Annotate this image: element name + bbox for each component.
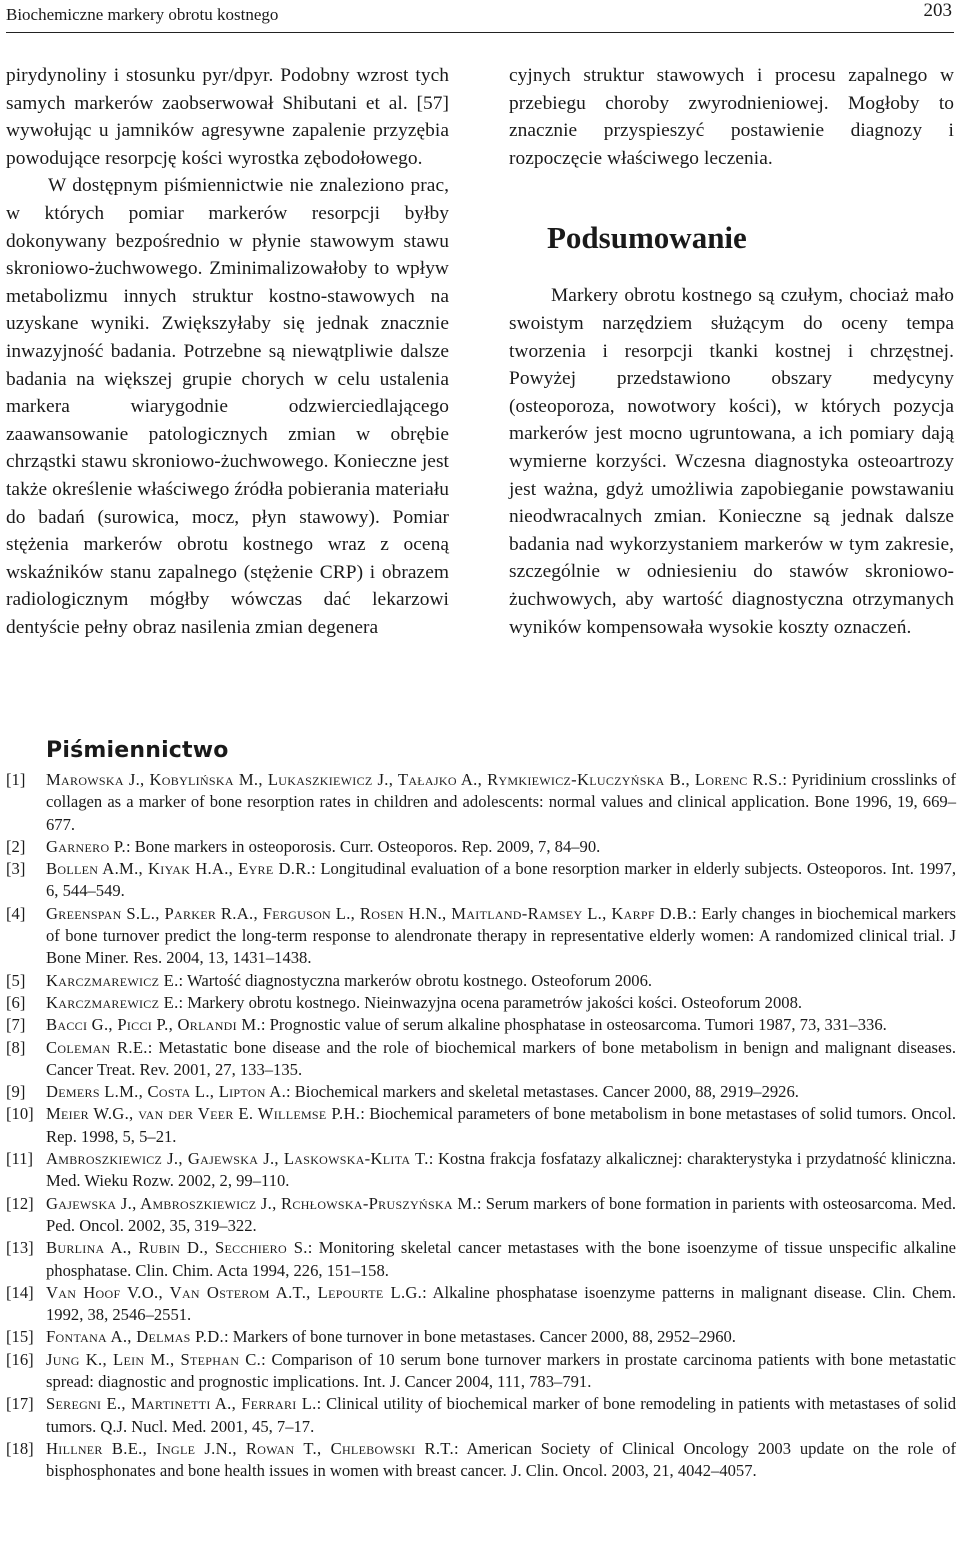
reference-authors: Jung K., Lein M., Stephan C.: [46, 1349, 262, 1369]
reference-text: : Markery obrotu kostnego. Nieinwazyjna ocena parametrów jakości kości. Osteoforum 2008.: [178, 992, 803, 1012]
reference-number: [14]: [6, 1282, 34, 1302]
references-list: [6, 769, 956, 1483]
left-column: [6, 62, 449, 641]
reference-item: [6, 970, 956, 992]
running-header: [6, 0, 954, 33]
reference-number: [9]: [6, 1082, 26, 1102]
reference-text: : American Society of Clinical Oncology 2003 update on the role of bisphosphonates and bone health issues in women with breast cancer. J. Clin. Oncol. 2003, 21, 4042–4057.: [46, 1438, 956, 1481]
reference-text: : Bone markers in osteoporosis. Curr. Osteoporos. Rep. 2009, 7, 84–90.: [126, 836, 601, 856]
reference-authors: Karczmarewicz E.: [46, 970, 179, 990]
section-heading-summary: Podsumowanie: [547, 220, 747, 256]
reference-item: [6, 992, 956, 1014]
reference-authors: Greenspan S.L., Parker R.A., Ferguson L., Rosen H.N., Maitland-Ramsey L., Karpf D.B.: [46, 903, 693, 923]
reference-item: [6, 1393, 956, 1438]
reference-text: : Serum markers of bone formation in parients with osteosarcoma. Med. Ped. Oncol. 2002, 35, 319–322.: [46, 1193, 956, 1235]
reference-text: : Alkaline phosphatase isoenzyme patterns in malignant disease. Clin. Chem. 1992, 38, 2546–2551.: [46, 1282, 956, 1325]
reference-number: [17]: [6, 1394, 34, 1414]
reference-item: [6, 1037, 956, 1082]
reference-number: [4]: [6, 903, 26, 923]
reference-text: : Clinical utility of biochemical marker of bone remodeling in patients with metastases of solid tumors. Q.J. Nucl. Med. 2001, 45, 7–17.: [46, 1394, 957, 1436]
reference-authors: Marowska J., Kobylińska M., Lukaszkiewicz J., Tałajko A., Rymkiewicz-Kluczyńska B., Lorenc R.S.: [46, 770, 783, 789]
reference-authors: Seregni E., Martinetti A., Ferrari L.: [46, 1394, 317, 1414]
paragraph: pirydynoliny i stosunku pyr/dpyr. Podobny wzrost tych samych markerów zaobserwował Shibutani et al. [57] wywołując u jamników agresywne zapalenie przyzębia powodujące resorpcję kości wyrostka zębodołowego.: [6, 65, 449, 169]
reference-text: : Biochemical parameters of bone metabolism in bone metastases of solid tumors. Oncol. Rep. 1998, 5, 5–21.: [46, 1104, 956, 1146]
reference-authors: Garnero P.: [46, 836, 127, 856]
reference-number: [13]: [6, 1238, 34, 1258]
reference-item: [6, 903, 956, 970]
right-column: [509, 62, 954, 641]
reference-text: : Markers of bone turnover in bone metastases. Cancer 2000, 88, 2952–2960.: [223, 1327, 736, 1347]
reference-authors: Gajewska J., Ambroszkiewicz J., Rchłowska-Pruszyńska M.: [46, 1193, 477, 1213]
reference-number: [2]: [6, 836, 26, 856]
reference-number: [5]: [6, 970, 26, 990]
reference-item: [6, 1326, 956, 1348]
reference-number: [8]: [6, 1037, 26, 1057]
paragraph: W dostępnym piśmiennictwie nie znaleziono prac, w których pomiar markerów resorpcji byłby dokonywany bezpośrednio w płynie stawowym stawu skroniowo-żuchwowego. Zminimalizowałoby to wpływ metabolizmu innych struktur kostno-stawowych na uzyskane wyniki. Zwiększyłaby się jednak znacznie inwazyjność badania. Potrzebne są niewątpliwie dalsze badania na większej grupie chorych w celu ustalenia markera wiarygodnie odzwierciedlającego zaawansowanie patologicznych zmian w obrębie chrząstki stawu skroniowo-żuchwowego. Konieczne jest także określenie właściwego źródła pobierania materiału do badań (surowica, mocz, płyn stawowy). Pomiar stężenia markerów obrotu kostnego wraz z oceną wskaźników stanu zapalnego (stężenie CRP) i obrazem radiologicznym mógłby wówczas dać lekarzowi dentyście pełny obraz nasilenia zmian degenera: [6, 175, 449, 638]
page-number: 203: [923, 0, 952, 21]
reference-text: : Comparison of 10 serum bone turnover markers in prostate carcinoma patients with bone metastatic spread: diagnostic and prognostic implications. Int. J. Cancer 2004, 111, 783–791.: [46, 1349, 956, 1392]
references-title: Piśmiennictwo: [46, 738, 229, 763]
reference-authors: Fontana A., Delmas P.D.: [46, 1327, 224, 1347]
reference-item: [6, 1349, 956, 1394]
reference-number: [10]: [6, 1104, 34, 1124]
reference-text: : Metastatic bone disease and the role of biochemical markers of bone metabolism in benign and malignant diseases. Cancer Treat. Rev. 2001, 27, 133–135.: [46, 1037, 956, 1079]
references-section: [6, 738, 956, 1483]
reference-item: [6, 1148, 956, 1193]
reference-number: [1]: [6, 770, 26, 789]
reference-text: : Wartość diagnostyczna markerów obrotu kostnego. Osteoforum 2006.: [178, 970, 653, 990]
reference-item: [6, 836, 956, 858]
reference-number: [16]: [6, 1349, 34, 1369]
reference-item: [6, 1438, 956, 1483]
reference-item: [6, 1014, 956, 1036]
reference-item: [6, 1237, 956, 1282]
reference-number: [11]: [6, 1149, 34, 1169]
reference-item: [6, 769, 956, 836]
reference-text: : Kostna frakcja fosfatazy alkalicznej: charakterystyka i przydatność kliniczna. Med. Wieku Rozw. 2002, 2, 99–110.: [46, 1149, 956, 1191]
reference-authors: Van Hoof V.O., Van Osterom A.T., Lepourte L.G.: [46, 1282, 423, 1302]
paragraph: Markery obrotu kostnego są czułym, chociaż mało swoistym narzędziem służącym do oceny tempa tworzenia i resorpcji tkanki kostnej i chrzęstnej. Powyżej przedstawiono obszary medycyny (osteoporoza, nowotwory kości), w których pozycja markerów jest mocno ugruntowana, a ich pomiary dają wymierne korzyści. Wczesna diagnostyka osteoartrozy jest ważna, gdyż umożliwia zapobieganie powstawaniu nieodwracalnych zmian. Konieczne są jednak dalsze badania nad wykorzystaniem markerów w tym zakresie, szczególnie w odniesieniu do stawów skroniowo-żuchwowych, aby wartość diagnostyczna otrzymanych wyników kompensowała wysokie koszty oznaczeń.: [509, 285, 954, 638]
running-header-title: Biochemiczne markery obrotu kostnego: [6, 5, 279, 24]
reference-number: [18]: [6, 1438, 34, 1458]
paragraph: cyjnych struktur stawowych i procesu zapalnego w przebiegu choroby zwyrodnieniowej. Mogłoby to znacznie przyspieszyć postawienie diagnozy i rozpoczęcie właściwego leczenia.: [509, 65, 954, 169]
reference-item: [6, 1081, 956, 1103]
reference-text: : Pyridinium crosslinks of collagen as a marker of bone resorption rates in children and adolescents: normal values and clinical application. Bone 1996, 19, 669–677.: [46, 770, 957, 834]
reference-authors: Meier W.G., van der Veer E. Willemse P.H.: [46, 1104, 361, 1124]
reference-number: [6]: [6, 992, 26, 1012]
reference-item: [6, 1103, 956, 1148]
reference-authors: Bollen A.M., Kiyak H.A., Eyre D.R.: [46, 859, 312, 879]
reference-item: [6, 1282, 956, 1327]
reference-text: : Longitudinal evaluation of a bone resorption marker in elderly subjects. Osteoporos. Int. 1997, 6, 544–549.: [46, 859, 957, 901]
reference-text: : Monitoring skeletal cancer metastases with the bone isoenzyme of tissue unspecific alkaline phosphatase. Clin. Chim. Acta 1994, 226, 151–158.: [46, 1238, 956, 1280]
reference-authors: Ambroszkiewicz J., Gajewska J., Laskowska-Klita T.: [46, 1149, 429, 1169]
reference-authors: Coleman R.E.: [46, 1037, 148, 1057]
reference-text: : Biochemical markers and skeletal metastases. Cancer 2000, 88, 2919–2926.: [286, 1082, 799, 1102]
reference-text: : Prognostic value of serum alkaline phosphatase in osteosarcoma. Tumori 1987, 73, 331–336.: [260, 1015, 887, 1035]
reference-number: [15]: [6, 1327, 34, 1347]
reference-number: [7]: [6, 1015, 26, 1035]
reference-item: [6, 1193, 956, 1238]
reference-item: [6, 858, 956, 903]
reference-text: : Early changes in biochemical markers of bone turnover predict the long-term response to alendronate therapy in representative elderly women: A randomized clinical trial. J Bone Miner. Res. 2004, 13, 1431–1438.: [46, 903, 956, 968]
reference-number: [3]: [6, 859, 26, 879]
reference-authors: Burlina A., Rubin D., Secchiero S.: [46, 1238, 308, 1258]
reference-authors: Karczmarewicz E.: [46, 992, 179, 1012]
reference-number: [12]: [6, 1193, 34, 1213]
reference-authors: Bacci G., Picci P., Orlandi M.: [46, 1015, 261, 1035]
reference-authors: Demers L.M., Costa L., Lipton A.: [46, 1082, 287, 1102]
reference-authors: Hillner B.E., Ingle J.N., Rowan T., Chlebowski R.T.: [46, 1438, 454, 1458]
